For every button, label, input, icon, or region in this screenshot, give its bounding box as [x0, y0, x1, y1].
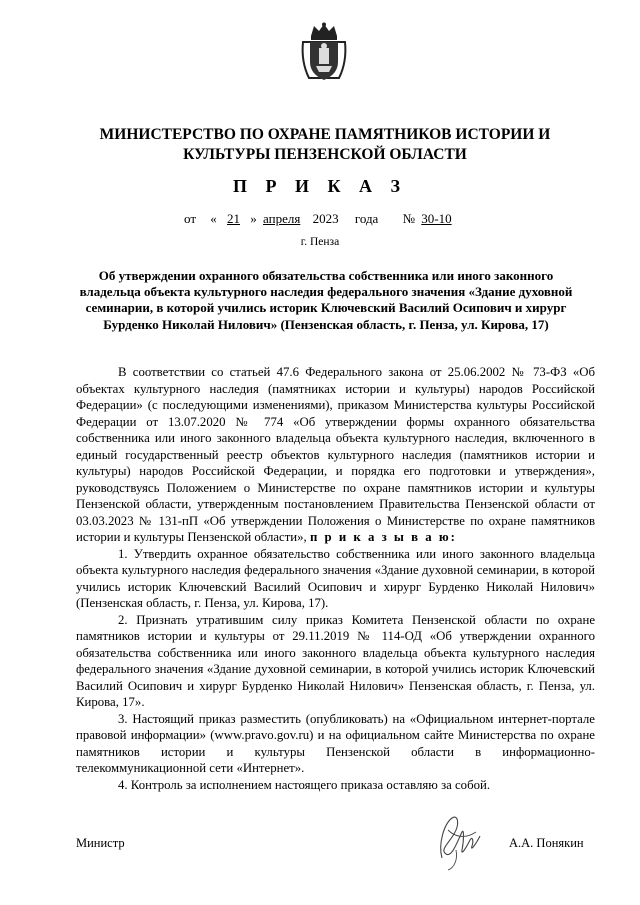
order-number: 30-10: [421, 211, 452, 226]
date-close-quote: »: [250, 211, 257, 226]
document-type-title: П Р И К А З: [232, 176, 408, 196]
order-body: [76, 364, 595, 793]
date-month: апреля: [263, 211, 301, 226]
signatory-title: Министр: [76, 836, 125, 850]
order-item-3: 3. Настоящий приказ разместить (опубликовать) на «Официальном интернет-портале правовой информации» (www.pravo.gov.ru) и на официальном сайте Министерства по охране памятников истории и культуры Пензенской области в информационно-телекоммуникационной сети «Интернет».: [76, 711, 595, 775]
order-item-4: 4. Контроль за исполнением настоящего приказа оставляю за собой.: [118, 777, 491, 792]
coat-of-arms-emblem: [299, 22, 349, 84]
preamble-paragraph: [76, 364, 595, 546]
date-prefix: от: [184, 211, 197, 226]
ministry-name-line-1: МИНИСТЕРСТВО ПО ОХРАНЕ ПАМЯТНИКОВ ИСТОРИИ И: [99, 126, 551, 143]
date-open-quote: «: [210, 211, 217, 226]
command-word: п р и к а з ы в а ю:: [309, 530, 457, 544]
order-item-2: 2. Признать утратившим силу приказ Комитета Пензенской области по охране памятников истории и культуры от 29.11.2019 № 114-ОД «Об утверждении охранного обязательства собственника или иного законного владельца объекта культурного наследия федерального значения «Здание духовной семинарии, в которой учились историк Ключевский Василий Осипович и хирург Бурденко Николай Нилович» Пензенская область, г. Пенза, ул. Кирова, 17».: [76, 612, 595, 709]
date-year: 2023: [312, 211, 339, 226]
handwritten-signature: [428, 810, 488, 872]
date-number-line: [184, 211, 455, 227]
city: г. Пенза: [300, 236, 340, 248]
order-number-sign: №: [402, 211, 415, 226]
signatory-name: А.А. Понякин: [509, 836, 584, 850]
order-item-1: 1. Утвердить охранное обязательство собственника или иного законного владельца объекта культурного наследия федерального значения «Здание духовной семинарии, в которой учились историк Ключевский Василий Осипович и хирург Бурденко Николай Нилович» (Пензенская область, г. Пенза, ул. Кирова, 17).: [76, 546, 595, 610]
order-subject: Об утверждении охранного обязательства собственника или иного законного владельца объекта культурного наследия федерального значения «Здание духовной семинарии, в которой учились историк Ключевский Василий Осипович и хирург Бурденко Николай Нилович» (Пензенская область, г. Пенза, ул. Кирова, 17): [79, 268, 573, 332]
date-day: 21: [227, 211, 241, 226]
date-year-word: года: [354, 211, 379, 226]
ministry-name: [80, 125, 570, 165]
preamble-text: В соответствии со статьей 47.6 Федерального закона от 25.06.2002 № 73-ФЗ «Об объектах культурного наследия (памятниках истории и культуры) народов Российской Федерации» (с последующими изменениями), приказом Министерства культуры Российской Федерации от 13.07.2020 № 774 «Об утверждении формы охранного обязательства собственника или иного законного владельца объекта культурного наследия, включенного в единый государственный реестр объектов культурного наследия (памятников истории и культуры) народов Российской Федерации, и порядка его подготовки и утверждения», руководствуясь Положением о Министерстве по охране памятников истории и культуры Пензенской области, утвержденным постановлением Правительства Пензенской области от 03.03.2023 № 131-пП «Об утверждении Положения о Министерстве по охране памятников истории и культуры Пензенской области»,: [76, 365, 595, 544]
ministry-name-line-2: КУЛЬТУРЫ ПЕНЗЕНСКОЙ ОБЛАСТИ: [183, 146, 467, 163]
